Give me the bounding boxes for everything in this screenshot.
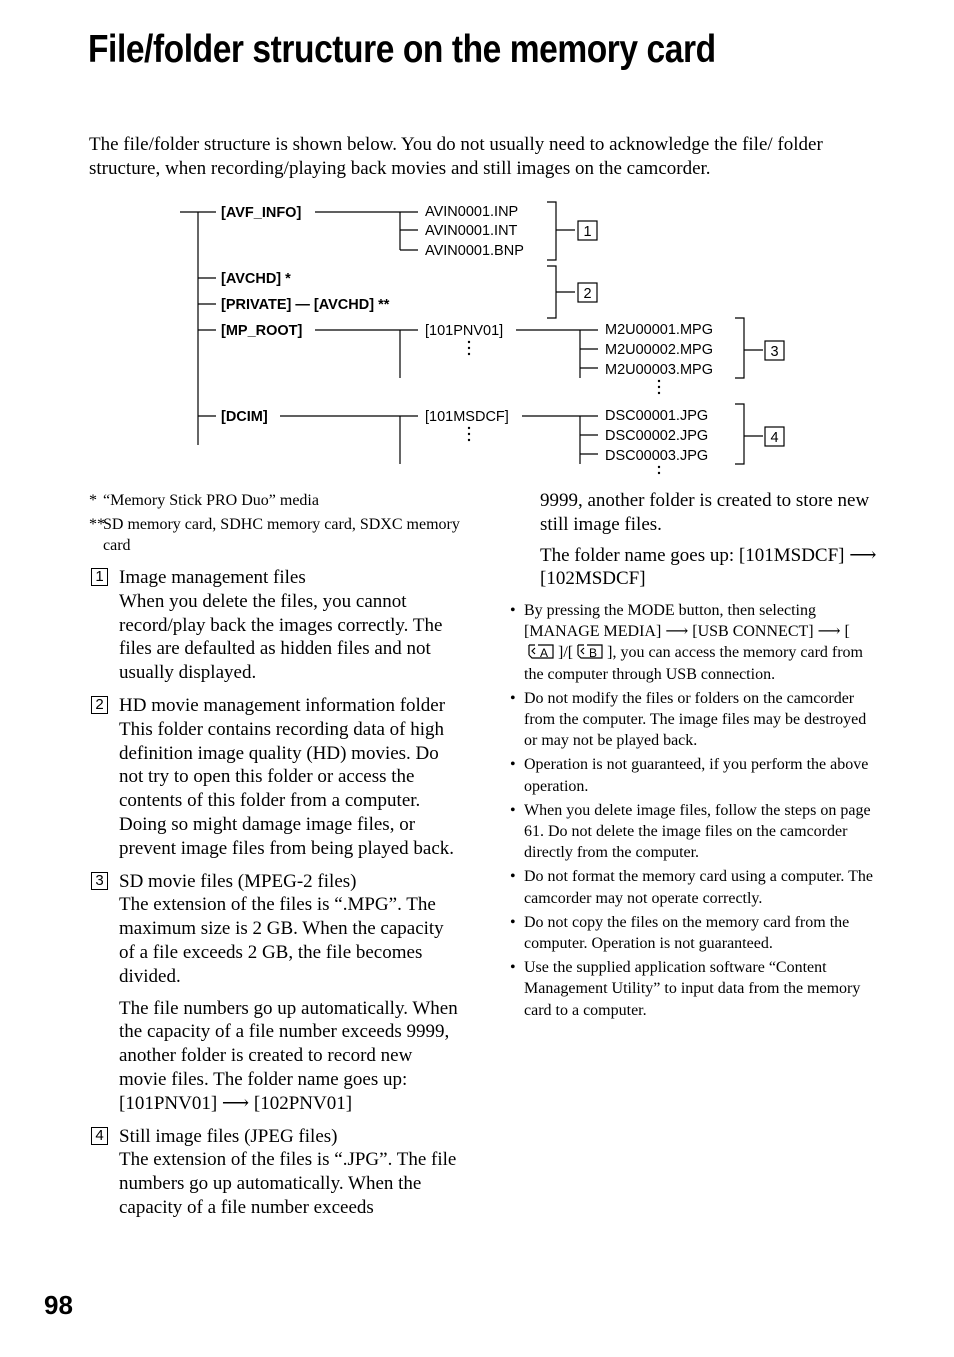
note-text: ], you can access the memory card from the computer through USB connection. <box>524 644 863 683</box>
note-text: By pressing the MODE button, then selecting [MANAGE MEDIA] ⟶ [USB CONNECT] ⟶ [ <box>524 602 850 641</box>
file-jpg-3: DSC00003.JPG <box>605 448 709 464</box>
intro-paragraph: The file/folder structure is shown below. You do not usually need to acknowledge the file/ folder structure, when recording/playing back movies and still images on the camcorder. <box>89 134 823 179</box>
file-avf-2: AVIN0001.INT <box>425 223 518 239</box>
explanation-item <box>89 1125 464 1220</box>
footnote-mark: ** <box>89 516 105 533</box>
file-avf-3: AVIN0001.BNP <box>425 243 524 259</box>
footnote-text: SD memory card, SDHC memory card, SDXC memory card <box>103 516 460 554</box>
label-2: 2 <box>583 286 592 302</box>
folder-mp-root: [MP_ROOT] <box>221 323 303 339</box>
explanation-item <box>89 694 464 861</box>
item-text: The extension of the files is “.MPG”. The maximum size is 2 GB. When the capacity of a file exceeds 2 GB, the file becomes divided. <box>119 894 444 987</box>
footnote-text: “Memory Stick PRO Duo” media <box>103 492 319 509</box>
folder-avchd: [AVCHD] * <box>221 271 291 287</box>
footnote <box>89 514 469 556</box>
numbered-explanations <box>89 566 464 1229</box>
notes-list <box>510 600 878 1024</box>
footnote <box>89 490 469 511</box>
item-number-box: 4 <box>91 1127 108 1145</box>
item-text: This folder contains recording data of high definition image quality (HD) movies. Do not try to open this folder or access the contents of this folder from a computer. Doing so might damage image files, or prevent image files from being played back. <box>119 718 455 859</box>
folder-avf-info: [AVF_INFO] <box>221 205 302 221</box>
label-4: 4 <box>770 430 779 446</box>
explanation-item <box>89 566 464 685</box>
continuation-text: The folder name goes up: [101MSDCF] ⟶ [102MSDCF] <box>540 544 877 590</box>
folder-private: [PRIVATE] — [AVCHD] ** <box>221 297 390 313</box>
item-text: The file numbers go up automatically. When the capacity of a file number exceeds 9999, another folder is created to record new movie files. The folder name goes up: [101PNV01] ⟶ [102PNV01] <box>119 997 458 1114</box>
item-text: The extension of the files is “.JPG”. The file numbers go up automatically. When the capacity of a file number exceeds <box>119 1149 457 1218</box>
continuation-text: 9999, another folder is created to store new still image files. <box>540 490 870 535</box>
footnotes <box>89 490 469 556</box>
note-item: • Do not modify the files or folders on the camcorder from the computer. The image files may be destroyed or may not be played back. <box>510 688 878 752</box>
note-item <box>510 600 878 685</box>
file-jpg-1: DSC00001.JPG <box>605 408 709 424</box>
folder-dcim: [DCIM] <box>221 409 268 425</box>
item-title: SD movie files (MPEG-2 files) <box>119 870 357 892</box>
item-number-box: 3 <box>91 872 108 890</box>
note-item: • Do not format the memory card using a computer. The camcorder may not operate correctly. <box>510 866 878 908</box>
item-title: Image management files <box>119 567 306 588</box>
item-text: When you delete the files, you cannot record/play back the images correctly. The files are defaulted as hidden files and not usually displayed. <box>119 590 443 684</box>
item-title: HD movie management information folder <box>119 694 446 716</box>
note-item: • Use the supplied application software “Content Management Utility” to input data from the memory card to a computer. <box>510 957 878 1021</box>
item-number-box: 2 <box>91 696 108 714</box>
note-item: • Do not copy the files on the memory card from the computer. Operation is not guaranteed. <box>510 912 878 954</box>
footnote-mark: * <box>89 492 97 509</box>
file-jpg-2: DSC00002.JPG <box>605 428 709 444</box>
memory-card-b-icon <box>575 642 605 660</box>
note-item: • When you delete image files, follow the steps on page 61. Do not delete the image files on the camcorder directly from the computer. <box>510 800 878 864</box>
icon-letter: A <box>540 646 549 661</box>
explanation-continuation <box>540 489 880 598</box>
folder-101msdcf: [101MSDCF] <box>425 409 509 425</box>
page-number: 98 <box>44 1290 73 1320</box>
label-1: 1 <box>583 224 592 240</box>
file-avf-1: AVIN0001.INP <box>425 204 519 220</box>
explanation-item <box>89 870 464 1116</box>
file-mpg-3: M2U00003.MPG <box>605 362 713 378</box>
item-title: Still image files (JPEG files) <box>119 1125 338 1147</box>
file-mpg-1: M2U00001.MPG <box>605 322 713 338</box>
note-text: ]/[ <box>558 644 574 662</box>
note-item: • Operation is not guaranteed, if you perform the above operation. <box>510 754 878 796</box>
file-mpg-2: M2U00002.MPG <box>605 342 713 358</box>
memory-card-a-icon <box>526 642 556 660</box>
page-title: File/folder structure on the memory card <box>88 28 716 71</box>
icon-letter: B <box>589 646 598 661</box>
label-3: 3 <box>770 344 779 360</box>
item-number-box: 1 <box>91 568 108 586</box>
folder-101pnv01: [101PNV01] <box>425 323 504 339</box>
folder-structure-diagram <box>0 190 954 475</box>
